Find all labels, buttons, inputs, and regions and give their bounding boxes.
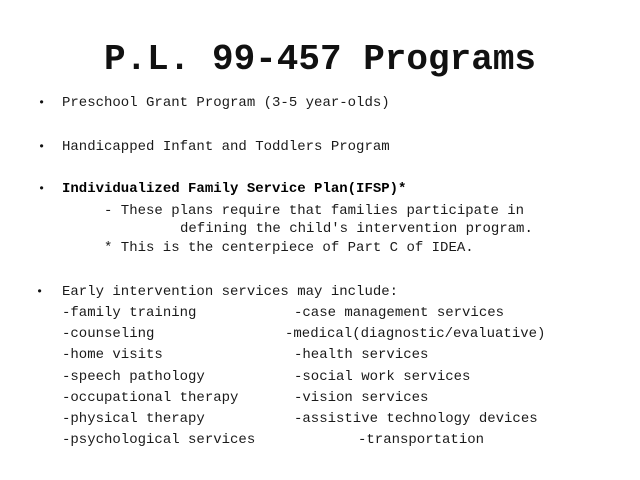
bullet-item-early-intervention: Early intervention services may include: xyxy=(62,284,399,300)
service-item: -medical(diagnostic/evaluative) xyxy=(285,326,546,342)
service-item: -case management services xyxy=(294,305,505,321)
ifsp-note-line: * This is the centerpiece of Part C of IDEA. xyxy=(104,240,474,256)
bullet-icon: • xyxy=(38,96,46,110)
service-item: -home visits xyxy=(62,347,163,363)
service-item: -family training xyxy=(62,305,197,321)
service-item: -assistive technology devices xyxy=(294,411,538,427)
service-item: -transportation xyxy=(358,432,485,448)
ifsp-note-line: defining the child's intervention program. xyxy=(180,221,533,237)
service-item: -health services xyxy=(294,347,429,363)
bullet-item-preschool: Preschool Grant Program (3-5 year-olds) xyxy=(62,95,390,111)
bullet-icon: • xyxy=(38,182,46,196)
service-item: -vision services xyxy=(294,390,429,406)
service-item: -social work services xyxy=(294,369,471,385)
slide-title: P.L. 99-457 Programs xyxy=(103,39,537,80)
bullet-icon: • xyxy=(38,140,46,154)
bullet-icon: • xyxy=(36,285,44,299)
service-item: -physical therapy xyxy=(62,411,205,427)
bullet-item-infant-toddlers: Handicapped Infant and Toddlers Program xyxy=(62,139,390,155)
service-item: -counseling xyxy=(62,326,155,342)
service-item: -occupational therapy xyxy=(62,390,239,406)
service-item: -psychological services xyxy=(62,432,256,448)
service-item: -speech pathology xyxy=(62,369,205,385)
ifsp-note-line: - These plans require that families participate in xyxy=(104,203,525,219)
bullet-item-ifsp: Individualized Family Service Plan(IFSP)* xyxy=(62,181,407,197)
